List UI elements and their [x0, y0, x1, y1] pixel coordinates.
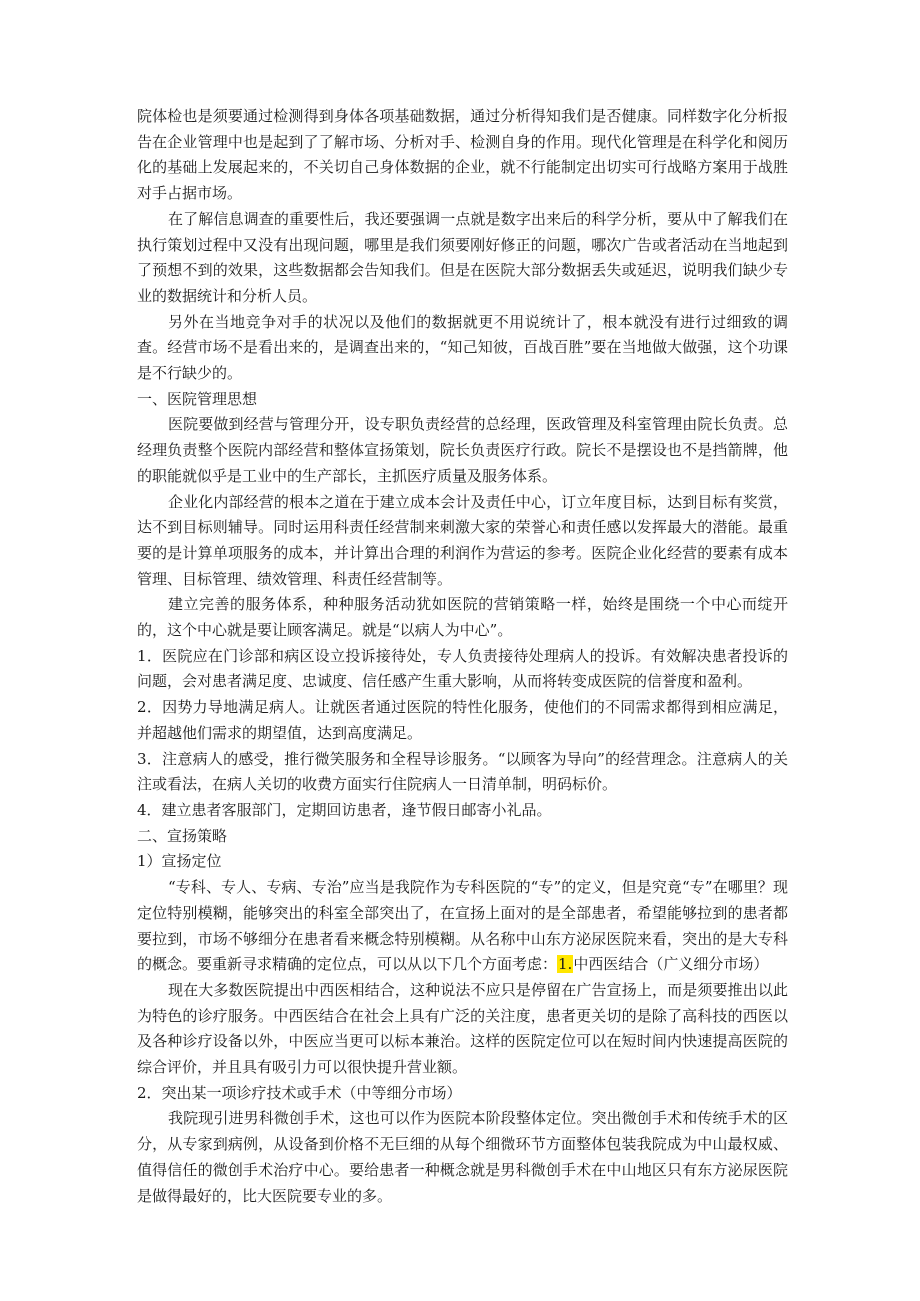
list-item-patient-feelings: 3．注意病人的感受，推行微笑服务和全程导诊服务。“以顾客为导向”的经营理念。注意病人的关注或看法，在病人关切的收费方面实行住院病人一日清单制，明码标价。 — [137, 749, 788, 794]
section-heading-promotion: 二、宣扬策略 — [137, 826, 228, 845]
paragraph-specialty-positioning — [137, 875, 788, 978]
paragraph-management-separation: 医院要做到经营与管理分开，设专职负责经营的总经理，医政管理及科室管理由院长负责。总经理负责整个医院内部经营和整体宣扬策划，院长负责医疗行政。院长不是摆设也不是挡箭牌，他的职能就似乎是工业中的生产部长，主抓医疗质量及服务体系。 — [137, 415, 788, 485]
paragraph-minimally-invasive: 我院现引进男科微创手术，这也可以作为医院本阶段整体定位。突出微创手术和传统手术的区分，从专家到病例，从设备到价格不无巨细的从每个细微环节方面整体包装我院成为中山最权威、值得信任的微创手术治疗中心。要给患者一种概念就是男科微创手术在中山地区只有东方泌尿医院是做得最好的，比大医院要专业的多。 — [137, 1109, 788, 1205]
list-item-personalized-service: 2．因势力导地满足病人。让就医者通过医院的特性化服务，使他们的不同需求都得到相应满足，并超越他们需求的期望值，达到高度满足。 — [137, 698, 788, 742]
list-item-customer-service: 4．建立患者客服部门，定期回访患者，逢节假日邮寄小礼品。 — [137, 800, 552, 819]
highlighted-number: 1. — [558, 955, 573, 974]
subsection-heading-positioning: 1）宣扬定位 — [137, 852, 222, 871]
document-page — [137, 104, 788, 1209]
paragraph-health-data: 院体检也是须要通过检测得到身体各项基础数据，通过分析得知我们是否健康。同样数字化分析报告在企业管理中也是起到了了解市场、分析对手、检测自身的作用。现代化管理是在科学化和阅历化的基础上发展起来的，不关切自己身体数据的企业，就不行能制定出切实可行战略方案用于战胜对手占据市场。 — [137, 107, 788, 203]
positioning-text-end: 中西医结合（广义细分市场） — [573, 955, 769, 974]
list-item-complaints: 1．医院应在门诊部和病区设立投诉接待处，专人负责接待处理病人的投诉。有效解决患者投诉的问题，会对患者满足度、忠诚度、信任感产生重大影响，从而将转变成医院的信誉度和盈利。 — [137, 646, 788, 691]
paragraph-integrated-medicine: 现在大多数医院提出中西医相结合，这种说法不应只是停留在广告宣扬上，而是须要推出以此为特色的诊疗服务。中西医结合在社会上具有广泛的关注度，患者更关切的是除了高科技的西医以及各种诊疗设备以外，中医应当更可以标本兼治。这样的医院定位可以在短时间内快速提高医院的综合评价，并且具有吸引力可以很快提升营业额。 — [137, 980, 788, 1077]
list-item-surgery-technique: 2．突出某一项诊疗技术或手术（中等细分市场） — [137, 1083, 462, 1102]
paragraph-internal-operation: 企业化内部经营的根本之道在于建立成本会计及责任中心，订立年度目标，达到目标有奖赏，达不到目标则辅导。同时运用科责任经营制来刺激大家的荣誉心和责任感以发挥最大的潜能。最重要的是计算单项服务的成本，并计算出合理的利润作为营运的参考。医院企业化经营的要素有成本管理、目标管理、绩效管理、科责任经营制等。 — [137, 492, 788, 588]
paragraph-data-analysis: 在了解信息调查的重要性后，我还要强调一点就是数字出来后的科学分析，要从中了解我们在执行策划过程中又没有出现问题，哪里是我们须要刚好修正的问题，哪次广告或者活动在当地起到了预想不到的效果，这些数据都会告知我们。但是在医院大部分数据丢失或延迟，说明我们缺少专业的数据统计和分析人员。 — [137, 209, 788, 305]
section-heading-management: 一、医院管理思想 — [137, 389, 258, 408]
paragraph-competitor-survey: 另外在当地竞争对手的状况以及他们的数据就更不用说统计了，根本就没有进行过细致的调查。经营市场不是看出来的，是调查出来的，“知己知彼，百战百胜”要在当地做大做强，这个功课是不行缺少的。 — [137, 312, 788, 383]
paragraph-service-system: 建立完善的服务体系，种种服务活动犹如医院的营销策略一样，始终是围绕一个中心而绽开的，这个中心就是要让顾客满足。就是“以病人为中心”。 — [137, 595, 788, 640]
positioning-text: “专科、专人、专病、专治”应当是我院作为专科医院的“专”的定义，但是究竟“专”在哪里？现定位特别模糊，能够突出的科室全部突出了，在宣扬上面对的是全部患者，希望能够拉到的患者都要拉到，市场不够细分在患者看来概念特别模糊。从名称中山东方泌尿医院来看，突出的是大专科的概念。要重新寻求精确的定位点，可以从以下几个方面考虑： — [137, 878, 788, 974]
